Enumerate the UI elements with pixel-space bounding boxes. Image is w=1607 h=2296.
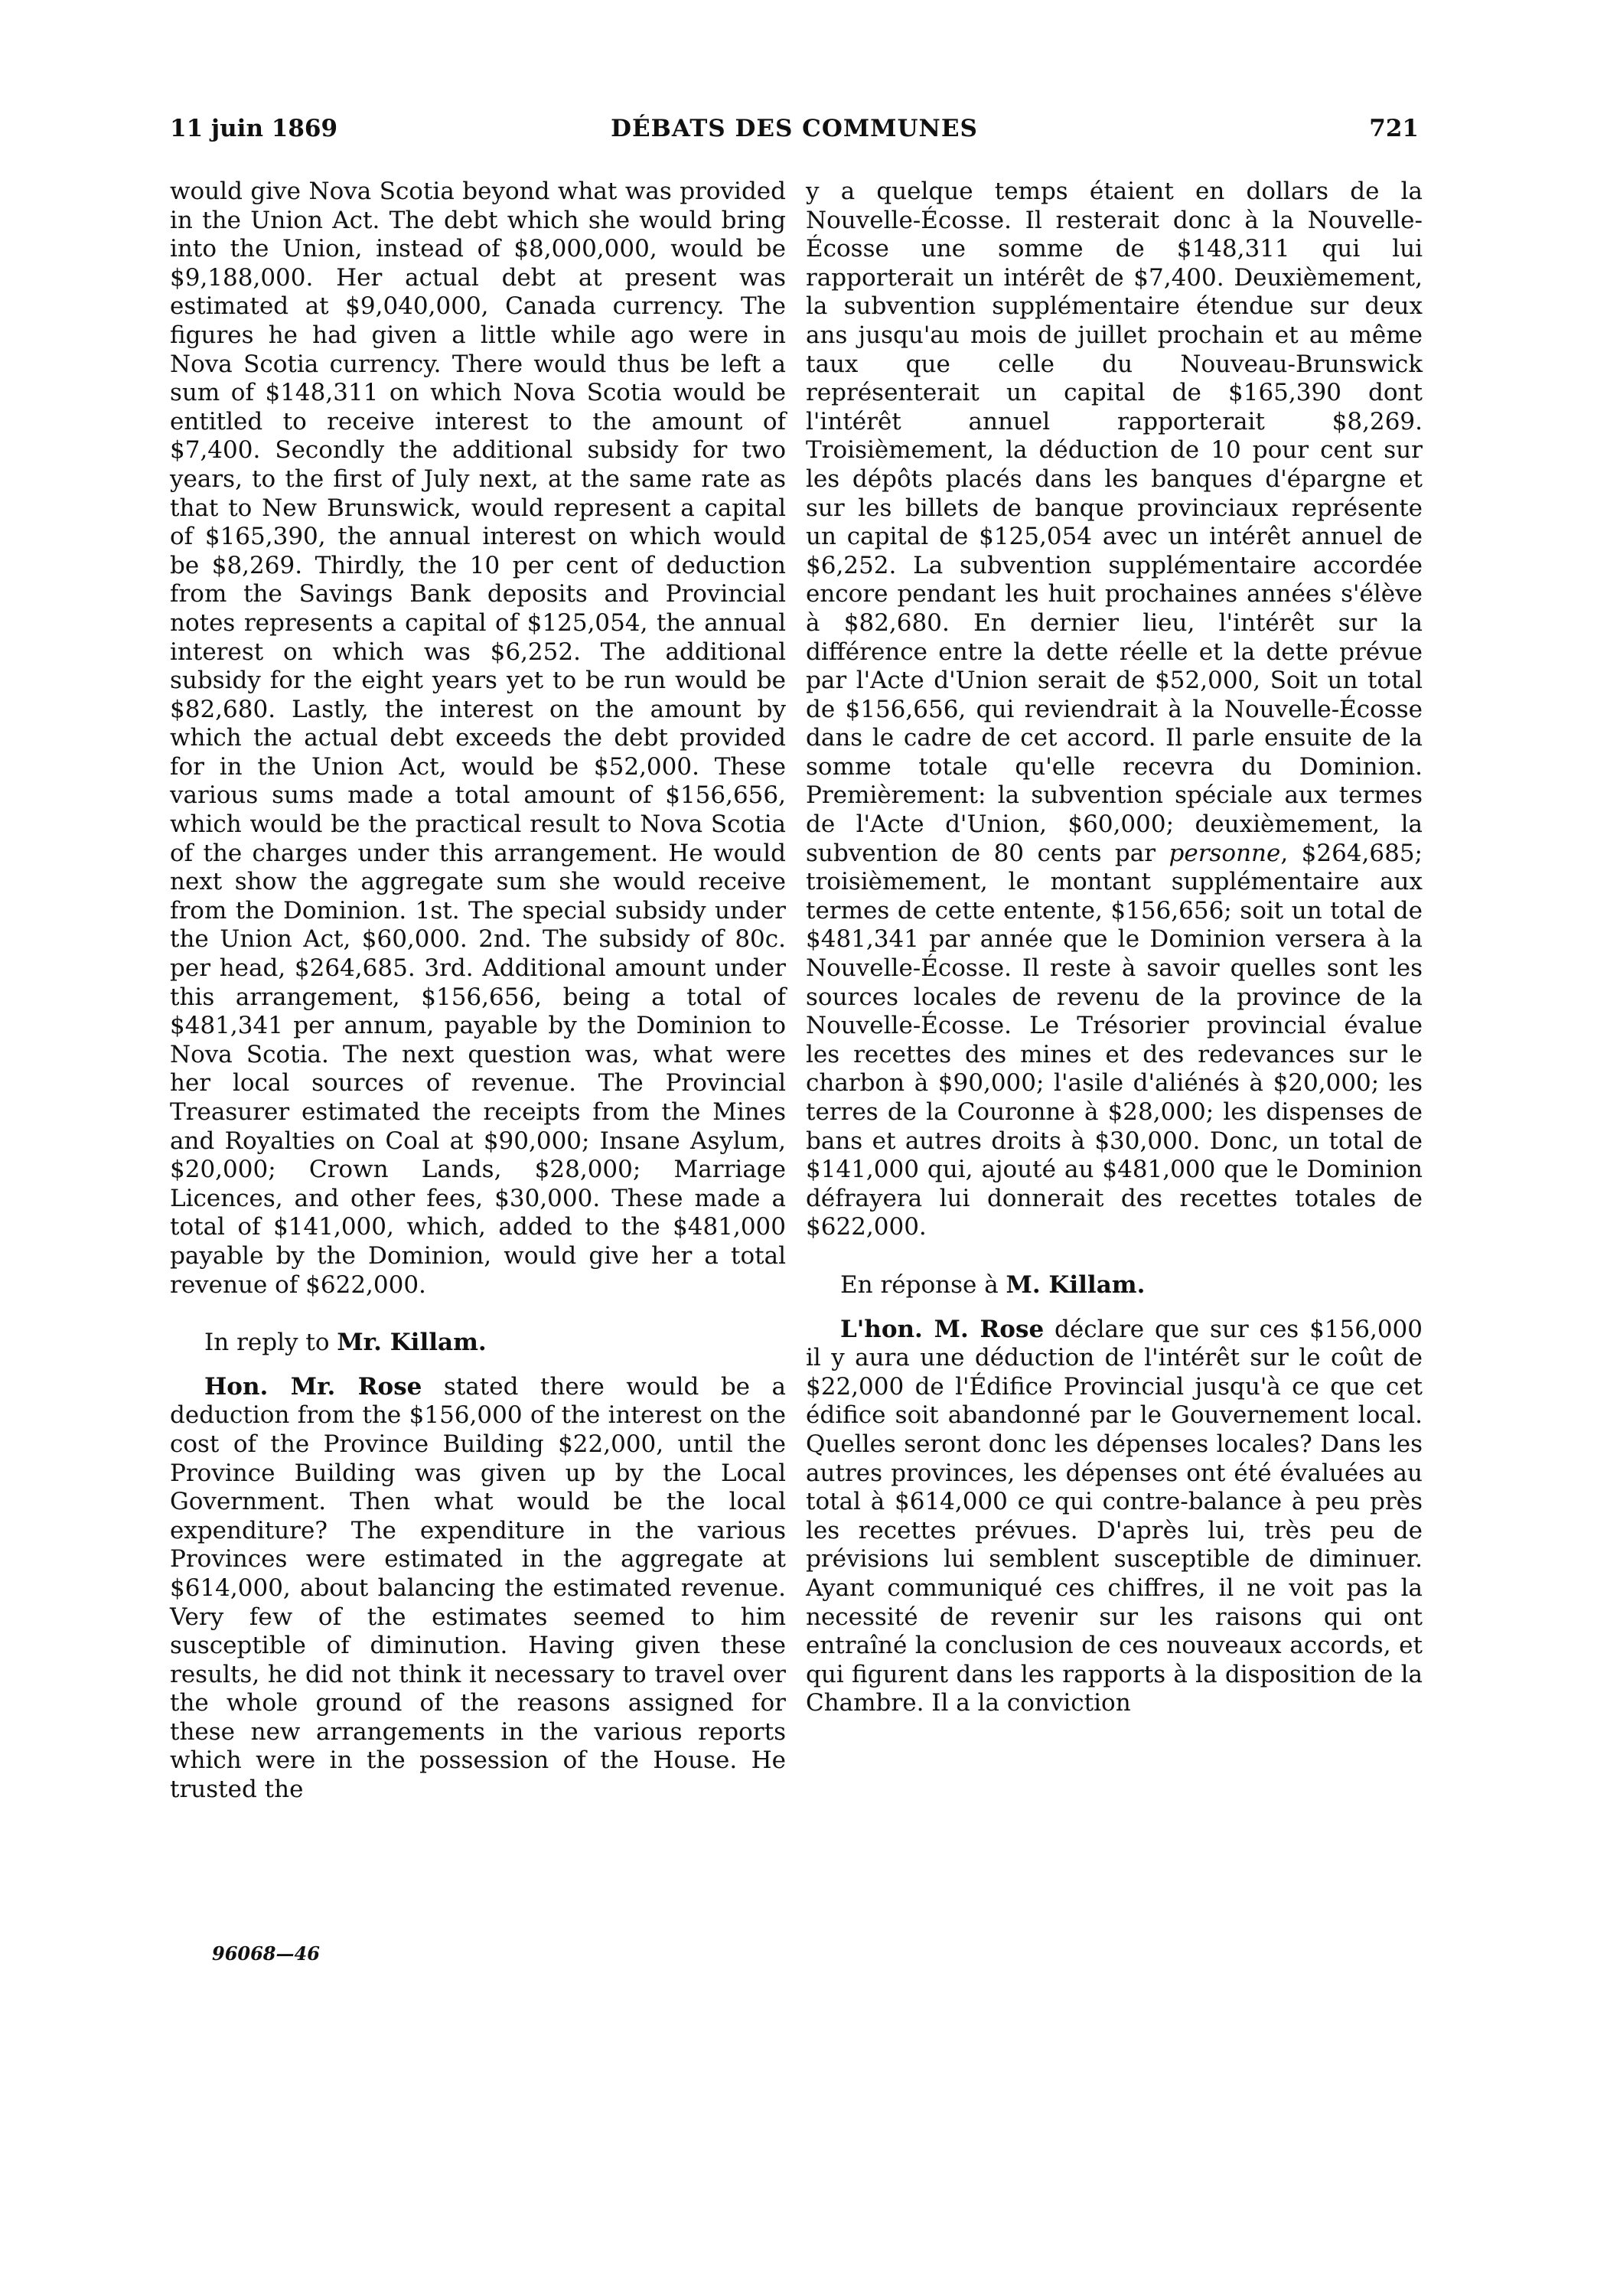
footer-code: 96068—46 [212,1942,320,1965]
english-reply-name: Mr. Killam. [337,1329,487,1357]
header-date: 11 juin 1869 [170,115,338,142]
french-speaker-name: L'hon. M. Rose [840,1315,1045,1343]
french-paragraph-1-part-a: y a quelque temps étaient en dollars de la Nouvelle-Écosse. Il resterait donc à la Nouvelle-Écosse une somme de $148,311 qui lui rapporterait un intérêt de $7,400. Deuxièmement, la subvention supplémentaire étendue sur deux ans jusqu'au mois de juillet prochain et au même taux que celle du Nouveau-Brunswick représenterait un capital de $165,390 dont l'intérêt annuel rapporterait $8,269. Troisièmement, la déduction de 10 pour cent sur les dépôts placés dans les banques d'épargne et sur les billets de banque provinciaux représente un capital de $125,054 avec un intérêt annuel de $6,252. La subvention supplémentaire accordée encore pendant les huit prochaines années s'élève à $82,680. En dernier lieu, l'intérêt sur la différence entre la dette réelle et la dette prévue par l'Acte d'Union serait de $52,000, Soit un total de $156,656, qui reviendrait à la Nouvelle-Écosse dans le cadre de cet accord. Il parle ensuite de la somme totale qu'elle recevra du Dominion. Premièrement: la subvention spéciale aux termes de l'Acte d'Union, $60,000; deuxièmement, la subvention de 80 cents par [806,178,1423,867]
header-title: DÉBATS DES COMMUNES [611,115,978,142]
french-paragraph-1-emphasis: personne [1169,839,1281,867]
french-speech-paragraph [806,1316,1423,1718]
english-column [170,178,786,1805]
french-reply-line [806,1271,1423,1300]
french-reply-prefix: En réponse à [840,1270,1006,1299]
french-paragraph-1-part-b: , $264,685; troisièmement, le montant supplémentaire aux termes de cette entente, $156,656; soit un total de $481,341 par année que le Dominion versera à la Nouvelle-Écosse. Il reste à savoir quelles sont les sources locales de revenu de la province de la Nouvelle-Écosse. Le Trésorier provincial évalue les recettes des mines et des redevances sur le charbon à $90,000; l'asile d'aliénés à $20,000; les terres de la Couronne à $28,000; les dispenses de bans et autres droits à $30,000. Donc, un total de $141,000 qui, ajouté au $481,000 que le Dominion défrayera lui donnerait des recettes totales de $622,000. [806,839,1423,1241]
english-reply-line [170,1329,786,1358]
french-column [806,178,1423,1718]
english-paragraph-1: would give Nova Scotia beyond what was provided in the Union Act. The debt which she would bring into the Union, instead of $8,000,000, would be $9,188,000. Her actual debt at present was estimated at $9,040,000, Canada currency. The figures he had given a little while ago were in Nova Scotia currency. There would thus be left a sum of $148,311 on which Nova Scotia would be entitled to receive interest to the amount of $7,400. Secondly the additional subsidy for two years, to the first of July next, at the same rate as that to New Brunswick, would represent a capital of $165,390, the annual interest on which would be $8,269. Thirdly, the 10 per cent of deduction from the Savings Bank deposits and Provincial notes represents a capital of $125,054, the annual interest on which was $6,252. The additional subsidy for the eight years yet to be run would be $82,680. Lastly, the interest on the amount by which the actual debt exceeds the debt provided for in the Union Act, would be $52,000. These various sums made a total amount of $156,656, which would be the practical result to Nova Scotia of the charges under this arrangement. He would next show the aggregate sum she would receive from the Dominion. 1st. The special subsidy under the Union Act, $60,000. 2nd. The subsidy of 80c. per head, $264,685. 3rd. Additional amount under this arrangement, $156,656, being a total of $481,341 per annum, payable by the Dominion to Nova Scotia. The next question was, what were her local sources of revenue. The Provincial Treasurer estimated the receipts from the Mines and Royalties on Coal at $90,000; Insane Asylum, $20,000; Crown Lands, $28,000; Marriage Licences, and other fees, $30,000. These made a total of $141,000, which, added to the $481,000 payable by the Dominion, would give her a total revenue of $622,000. [170,178,786,1299]
english-speech-text: stated there would be a deduction from the $156,000 of the interest on the cost of the Province Building $22,000, until the Province Building was given up by the Local Government. Then what would be the local expenditure? The expenditure in the various Provinces were estimated in the aggregate at $614,000, about balancing the estimated revenue. Very few of the estimates seemed to him susceptible of diminution. Having given these results, he did not think it necessary to travel over the whole ground of the reasons assigned for these new arrangements in the various reports which were in the possession of the House. He trusted the [170,1372,787,1804]
french-speech-text: déclare que sur ces $156,000 il y aura une déduction de l'intérêt sur le coût de $22,000 de l'Édifice Provincial jusqu'à ce que cet édifice soit abandonné par le Gouvernement local. Quelles seront donc les dépenses locales? Dans les autres provinces, les dépenses ont été évaluées au total à $614,000 ce qui contre-balance à peu près les recettes prévues. D'après lui, très peu de prévisions lui semblent susceptible de diminuer. Ayant communiqué ces chiffres, il ne voit pas la necessité de revenir sur les raisons qui ont entraîné la conclusion de ces nouveaux accords, et qui figurent dans les rapports à la disposition de la Chambre. Il a la conviction [806,1315,1423,1717]
page-number: 721 [1369,115,1419,142]
english-speech-paragraph [170,1373,786,1805]
english-reply-prefix: In reply to [204,1329,337,1357]
french-paragraph-1 [806,178,1423,1242]
french-reply-name: M. Killam. [1006,1270,1146,1299]
page-header [170,115,1419,153]
english-speaker-name: Hon. Mr. Rose [204,1372,422,1401]
